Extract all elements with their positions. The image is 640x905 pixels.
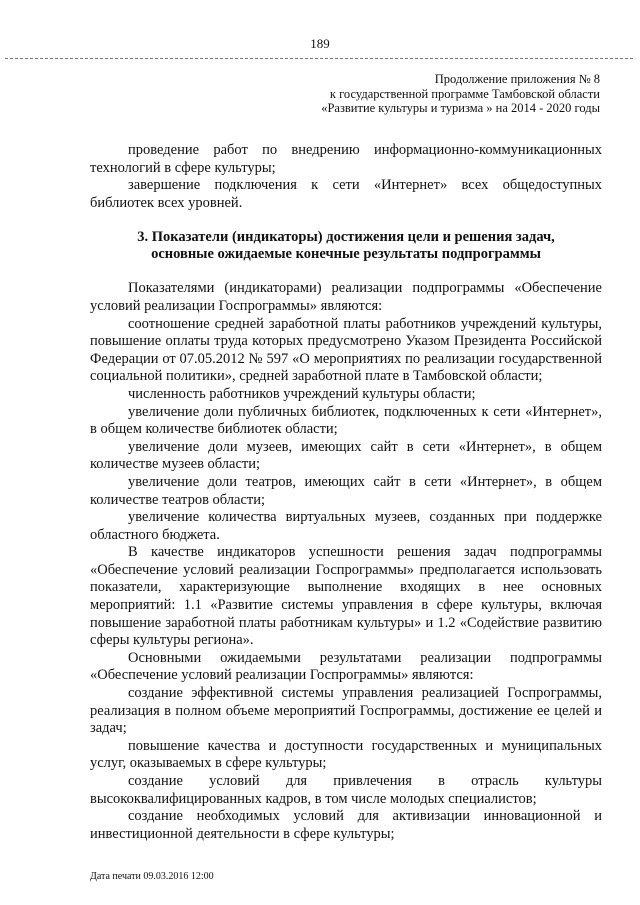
paragraph-6: увеличение доли театров, имеющих сайт в сети «Интернет», в общем количестве театров области; <box>90 473 602 508</box>
paragraph-12: создание условий для привлечения в отрасль культуры высококвалифицированных кадров, в том числе молодых специалистов; <box>90 773 602 807</box>
intro-paragraph-2: завершение подключения к сети «Интернет» всех общедоступных библиотек всех уровней. <box>90 177 602 211</box>
section-heading <box>90 229 602 263</box>
section-heading-line-2: основные ожидаемые конечные результаты подпрограммы <box>151 246 541 263</box>
intro-paragraph-1: проведение работ по внедрению информационно-коммуникационных технологий в сфере культуры; <box>90 142 602 176</box>
document-body <box>90 142 602 843</box>
paragraph-11: повышение качества и доступности государственных и муниципальных услуг, оказываемых в сфере культуры; <box>90 737 602 772</box>
appendix-line-3: «Развитие культуры и туризма » на 2014 - 2020 годы <box>321 101 600 115</box>
paragraph-13: создание необходимых условий для активизации инновационной и инвестиционной деятельности в сфере культуры; <box>90 808 602 842</box>
paragraph-9: Основными ожидаемыми результатами реализации подпрограммы «Обеспечение условий реализации Госпрограммы» являются: <box>90 649 602 684</box>
appendix-line-1: Продолжение приложения № 8 <box>434 72 600 86</box>
paragraph-5: увеличение доли музеев, имеющих сайт в сети «Интернет», в общем количестве музеев области; <box>90 438 602 473</box>
paragraph-3: численность работников учреждений культуры области; <box>128 385 476 402</box>
appendix-line-2: к государственной программе Тамбовской области <box>329 86 600 101</box>
header-divider <box>5 58 633 59</box>
paragraph-8: В качестве индикаторов успешности решения задач подпрограммы «Обеспечение условий реализации Госпрограммы» предполагается использовать показатели, характеризующие выполнение входящих в нее основных мероприятий: 1.1 «Развитие системы управления в сфере культуры, включая повышение заработной платы работникам культуры» и 1.2 «Содействие развитию сферы культуры региона». <box>90 544 602 649</box>
section-heading-line-1: 3. Показатели (индикаторы) достижения цели и решения задач, <box>137 229 555 246</box>
paragraph-4: увеличение доли публичных библиотек, подключенных к сети «Интернет», в общем количестве библиотек области; <box>90 403 602 438</box>
paragraph-10: создание эффективной системы управления реализацией Госпрограммы, реализация в полном объеме мероприятий Госпрограммы, достижение ее целей и задач; <box>90 685 602 737</box>
paragraph-1: Показателями (индикаторами) реализации подпрограммы «Обеспечение условий реализации Госпрограммы» являются: <box>90 280 602 314</box>
print-date-footer: Дата печати 09.03.2016 12:00 <box>90 871 214 882</box>
paragraph-7: увеличение количества виртуальных музеев, созданных при поддержке областного бюджета. <box>90 509 602 543</box>
appendix-header <box>321 72 600 116</box>
page-number: 189 <box>310 36 330 51</box>
paragraph-2: соотношение средней заработной платы работников учреждений культуры, повышение оплаты труда которых предусмотрено Указом Президента Российской Федерации от 07.05.2012 № 597 «О мероприятиях по реализации государственной социальной политики», средней заработной плате в Тамбовской области; <box>90 315 602 385</box>
